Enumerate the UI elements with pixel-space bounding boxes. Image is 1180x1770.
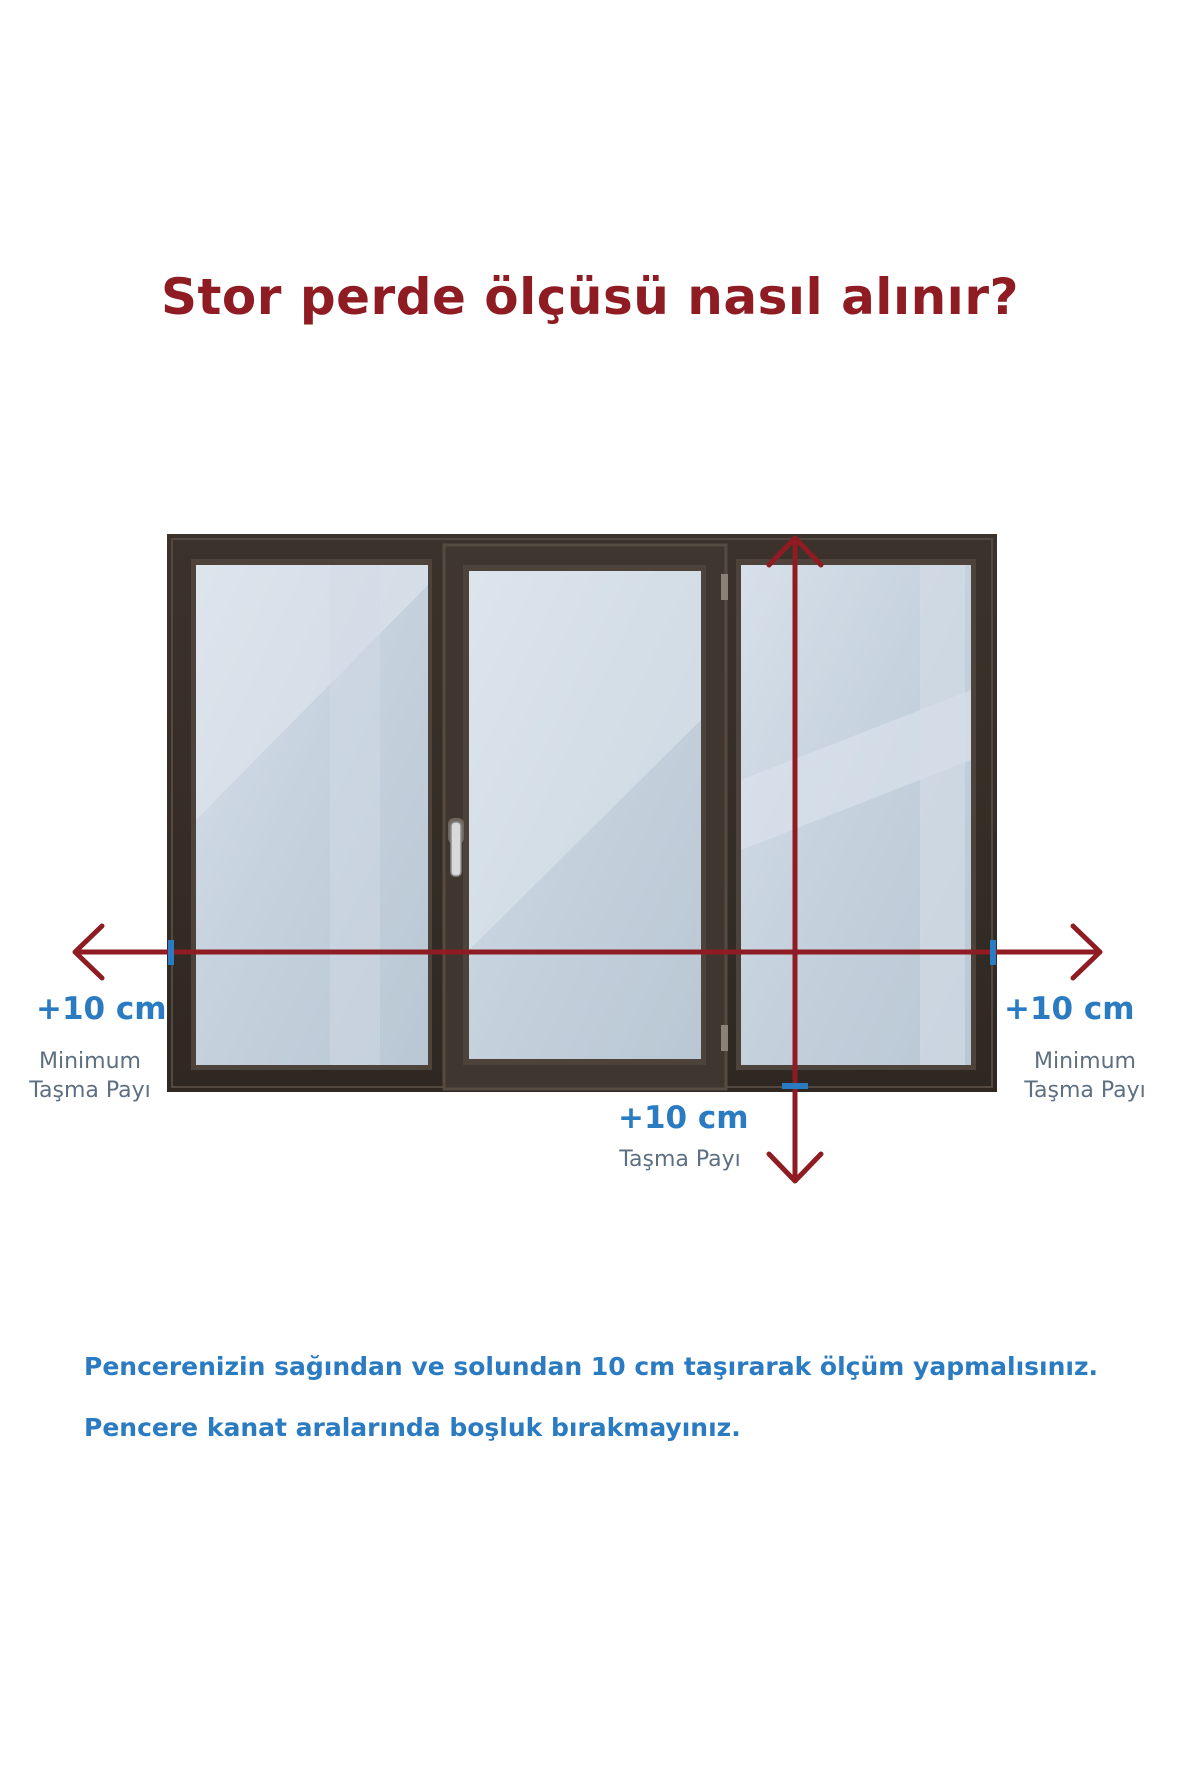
right-edge-marker xyxy=(990,940,996,965)
left-overhang-caption-line2: Taşma Payı xyxy=(29,1078,151,1103)
window-handle-icon xyxy=(448,818,464,876)
window-pane-right xyxy=(736,559,976,1070)
instruction-note-2: Pencere kanat aralarında boşluk bırakmayınız. xyxy=(84,1413,741,1442)
bottom-overhang-caption xyxy=(600,1145,760,1174)
window-pane-left xyxy=(191,559,432,1070)
left-overhang-caption-line1: Minimum xyxy=(39,1049,141,1074)
bottom-edge-marker xyxy=(782,1083,808,1089)
left-overhang-caption xyxy=(10,1047,170,1105)
window-sash-middle xyxy=(444,545,726,1089)
right-overhang-caption-line1: Minimum xyxy=(1034,1049,1136,1074)
page-title: Stor perde ölçüsü nasıl alınır? xyxy=(161,268,1019,326)
instruction-note-1: Pencerenizin sağından ve solundan 10 cm taşırarak ölçüm yapmalısınız. xyxy=(84,1352,1099,1381)
left-overhang-value: +10 cm xyxy=(36,991,167,1027)
right-overhang-caption-line2: Taşma Payı xyxy=(1024,1078,1146,1103)
bottom-overhang-value: +10 cm xyxy=(618,1100,749,1136)
right-overhang-caption xyxy=(1005,1047,1165,1105)
bottom-overhang-caption-line1: Taşma Payı xyxy=(619,1147,741,1172)
left-edge-marker xyxy=(168,940,174,965)
right-overhang-value: +10 cm xyxy=(1004,991,1135,1027)
